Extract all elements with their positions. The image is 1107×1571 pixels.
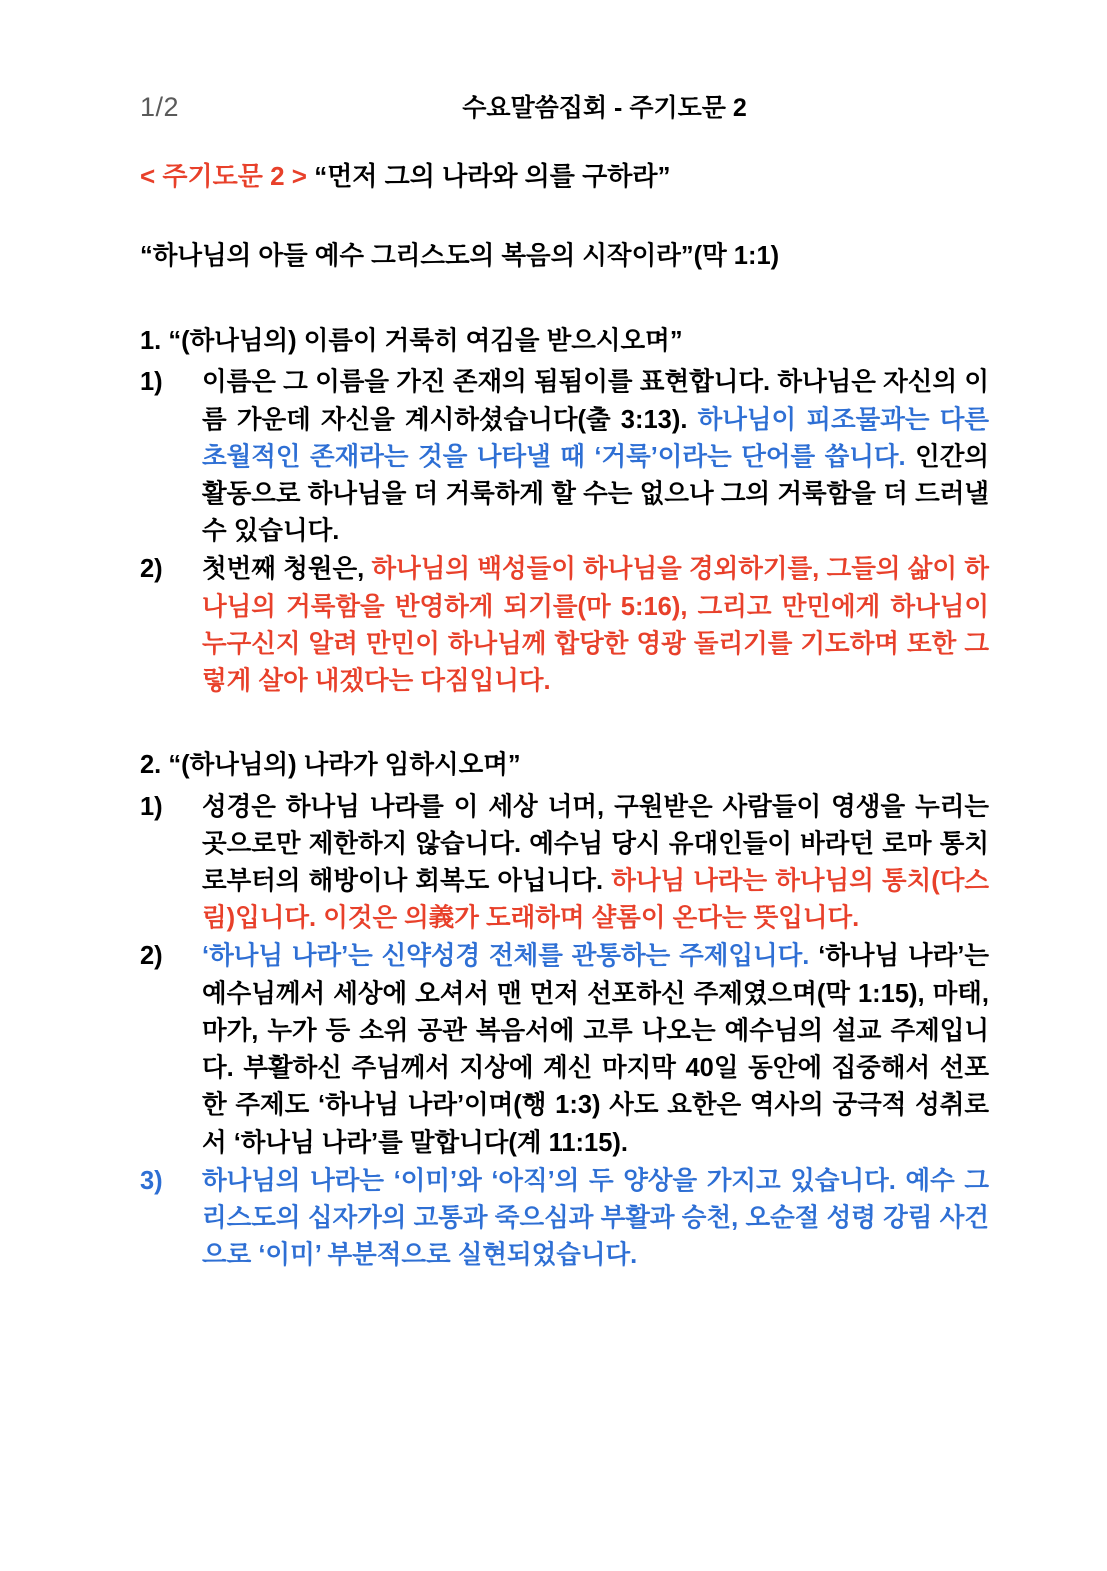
header-title: 수요말씀집회 - 주기도문 2 (462, 94, 747, 122)
list-item-text (202, 789, 989, 938)
text-run: ‘하나님 나라’는 예수님께서 세상에 오셔서 맨 먼저 선포하신 주제였으며(막 1:15), 마태, 마가, 누가 등 소위 공관 복음서에 고루 나오는 예수님의 설교 주제입니다. 부활하신 주님께서 지상에 계신 마지막 40일 동안에 집중해서 선포한 주제도 ‘하나님 나라’이며(행 1:3) 사도 요한은 역사의 궁극적 성취로서 ‘하나님 나라’를 말합니다(계 11:15). (202, 942, 989, 1157)
section-heading-1: 1. “(하나님의) 이름이 거룩히 여김을 받으시오며” (140, 327, 683, 356)
text-run: 첫번째 청원은, (202, 555, 372, 584)
text-run: 성경은 하나님 나라를 이 세상 너머, 구원받은 사람들이 영생을 누리는 곳으로만 제한하지 않습니다. 예수님 당시 유대인들이 바라던 로마 통치로부터의 해방이나 회복도 아닙니다. (202, 792, 989, 896)
list-item-marker: 2) (140, 555, 163, 584)
text-run: 이름은 그 이름을 가진 존재의 됨됨이를 표현합니다. 하나님은 자신의 이름 가운데 자신을 계시하셨습니다(출 3:13). (202, 368, 989, 434)
section-gap (140, 701, 989, 747)
list-item-text (202, 364, 989, 550)
document-body (140, 158, 989, 1274)
text-run-highlight: ‘하나님 나라’는 신약성경 전체를 관통하는 주제입니다. (202, 942, 819, 971)
document-title (140, 158, 989, 196)
text-run: 인간의 활동으로 하나님을 더 거룩하게 할 수는 없으나 그의 거룩함을 더 드러낼 수 있습니다. (202, 442, 989, 546)
list-item-text (202, 551, 989, 700)
list-item-marker: 3) (140, 1166, 163, 1195)
section-heading-2: 2. “(하나님의) 나라가 임하시오며” (140, 751, 521, 780)
document-title-quote: “먼저 그의 나라와 의를 구하라” (314, 161, 671, 191)
list-item (140, 364, 989, 550)
list-item-text (202, 938, 989, 1161)
list-item (140, 789, 989, 938)
text-run-highlight: 하나님의 나라는 ‘이미’와 ‘아직’의 두 양상을 가지고 있습니다. 예수 그리스도의 십자가의 고통과 죽으심과 부활과 승천, 오순절 성령 강림 사건으로 ‘이미’ 부분적으로 실현되었습니다. (202, 1166, 989, 1270)
list-item-marker: 1) (140, 368, 163, 397)
document-title-prefix: < 주기도문 2 > (140, 161, 315, 191)
list-item-marker: 1) (140, 792, 163, 821)
page-header (140, 88, 989, 124)
text-run-highlight: 하나님이 피조물과는 다른 초월적인 존재라는 것을 나타낼 때 ‘거룩’이라는 단어를 씁니다. (202, 405, 989, 471)
page-number: 1/2 (140, 92, 180, 122)
list-item (140, 1163, 989, 1275)
verse-line: “하나님의 아들 예수 그리스도의 복음의 시작이라”(막 1:1) (140, 241, 780, 270)
list-item (140, 551, 989, 700)
list-item-marker: 2) (140, 942, 163, 971)
list-item-text (202, 1163, 989, 1275)
list-item (140, 938, 989, 1161)
text-run-highlight: 하나님 나라는 하나님의 통치(다스림)입니다. 이것은 의義가 도래하며 샬롬이 온다는 뜻입니다. (202, 867, 989, 933)
text-run-highlight: 하나님의 백성들이 하나님을 경외하기를, 그들의 삶이 하나님의 거룩함을 반영하게 되기를(마 5:16), 그리고 만민에게 하나님이 누구신지 알려 만민이 하나님께 합당한 영광 돌리기를 기도하며 또한 그렇게 살아 내겠다는 다짐입니다. (202, 555, 989, 696)
